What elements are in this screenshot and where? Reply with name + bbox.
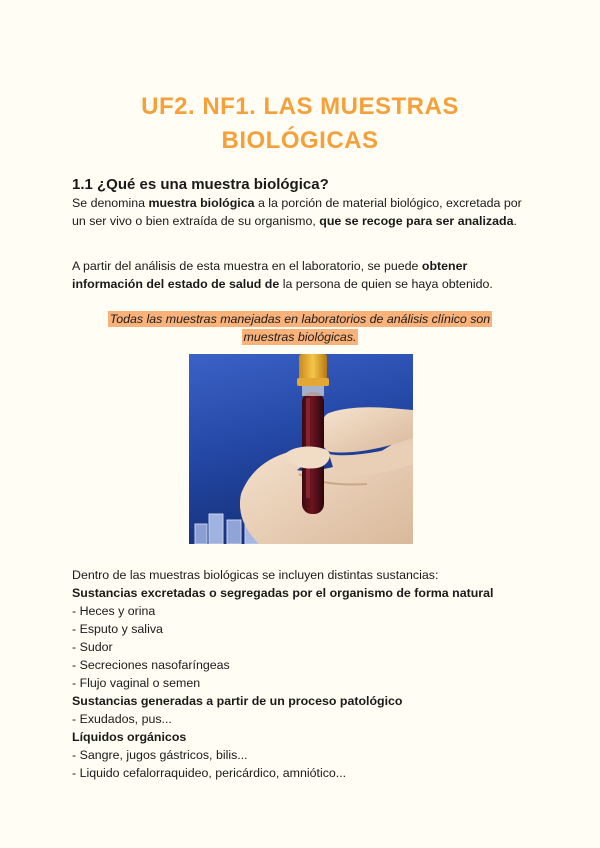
list-item: - Esputo y saliva: [72, 622, 163, 636]
list-item: - Secreciones nasofaríngeas: [72, 658, 230, 672]
highlighted-quote-line-2: muestras biológicas.: [243, 330, 357, 344]
para1-text-2: a la porción de material biológico, excretada por un ser vivo o bien extraída de su organismo,: [72, 196, 522, 228]
para2-text-2: la persona de quien se haya obtenido.: [279, 277, 493, 291]
page-title: [0, 90, 600, 158]
list-item: - Sangre, jugos gástricos, bilis...: [72, 748, 248, 762]
page-title-line-1: UF2. NF1. LAS MUESTRAS: [141, 93, 459, 120]
list-intro: Dentro de las muestras biológicas se incluyen distintas sustancias:: [72, 568, 439, 582]
analysis-paragraph: [72, 257, 532, 293]
blood-sample-tube-photo: [189, 354, 413, 544]
content-list: [72, 566, 542, 782]
para1-text-3: .: [513, 214, 517, 228]
list-item: - Liquido cefalorraquideo, pericárdico, amniótico...: [72, 766, 347, 780]
list-item: - Sudor: [72, 640, 113, 654]
highlighted-quote-line-1: Todas las muestras manejadas en laboratorios de análisis clínico son: [109, 312, 491, 326]
para1-bold-2: que se recoge para ser analizada: [319, 214, 514, 228]
section-heading: 1.1 ¿Qué es una muestra biológica?: [72, 176, 329, 193]
para1-bold-1: muestra biológica: [148, 196, 255, 210]
para1-text-1: Se denomina: [72, 196, 149, 210]
group-heading: Sustancias excretadas o segregadas por el organismo de forma natural: [72, 586, 494, 600]
definition-paragraph: [72, 194, 532, 230]
list-item: - Flujo vaginal o semen: [72, 676, 201, 690]
page-title-line-2: BIOLÓGICAS: [221, 127, 379, 154]
para2-text-1: A partir del análisis de esta muestra en el laboratorio, se puede: [72, 259, 422, 273]
list-item: - Heces y orina: [72, 604, 156, 618]
group-heading: Sustancias generadas a partir de un proceso patológico: [72, 694, 403, 708]
list-item: - Exudados, pus...: [72, 712, 172, 726]
group-heading: Líquidos orgánicos: [72, 730, 187, 744]
para2-bold-1: obtener información del estado de salud de: [72, 259, 468, 291]
highlighted-quote: [90, 310, 510, 346]
